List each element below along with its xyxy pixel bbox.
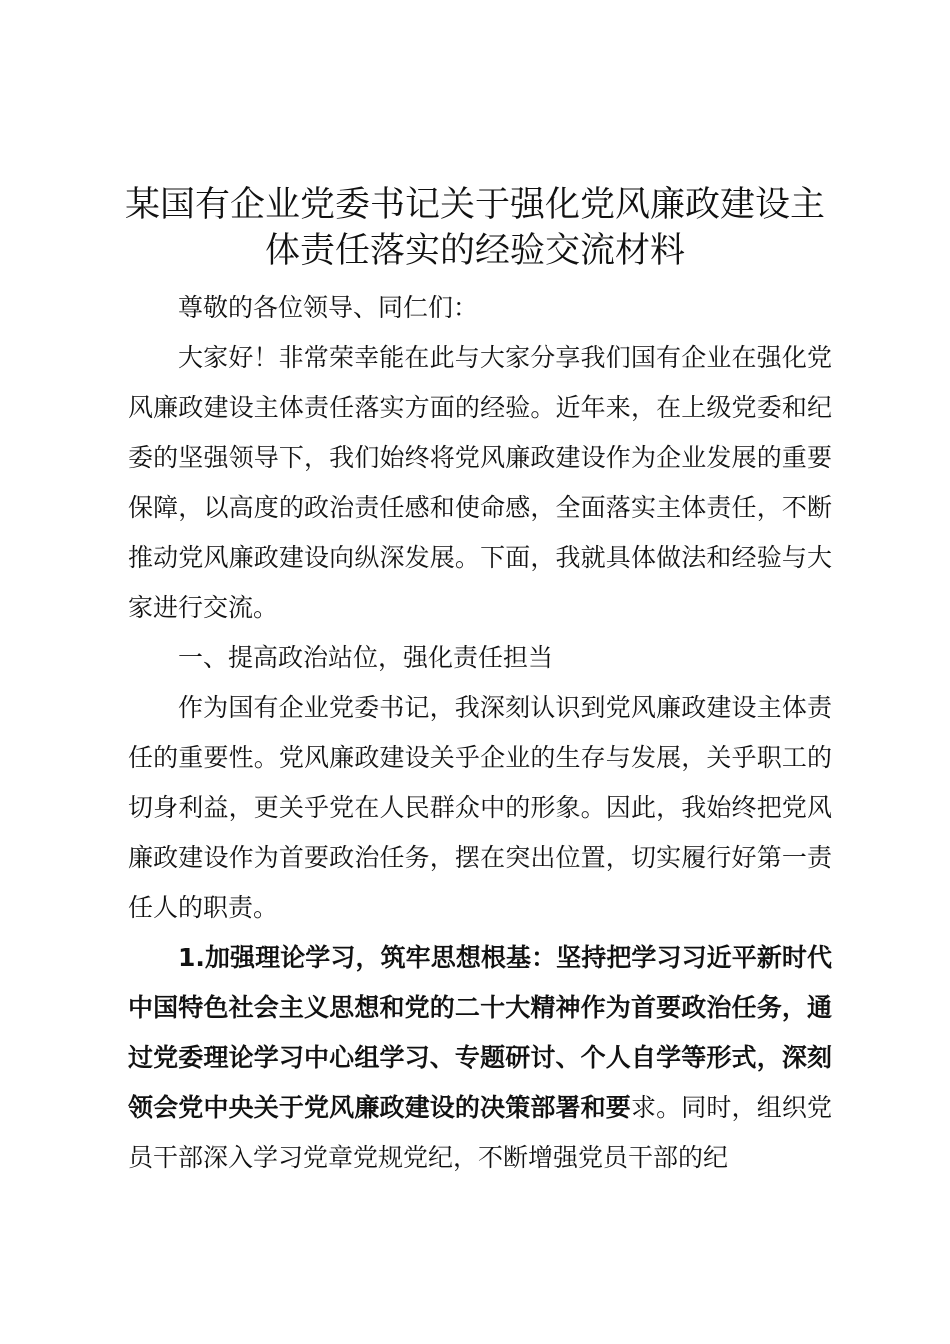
item-1-regular-text: 求。同时，组织党员干部深入学习党章党规党纪，不断增强党员干部的纪 <box>128 1093 832 1172</box>
title-line-2: 体责任落实的经验交流材料 <box>264 231 685 271</box>
section-1-heading: 一、提高政治站位，强化责任担当 <box>178 643 554 672</box>
item-1-paragraph <box>128 933 832 1183</box>
intro-paragraph: 大家好！非常荣幸能在此与大家分享我们国有企业在强化党风廉政建设主体责任落实方面的经验。近年来，在上级党委和纪委的坚强领导下，我们始终将党风廉政建设作为企业发展的重要保障，以高度的政治责任感和使命感，全面落实主体责任，不断推动党风廉政建设向纵深发展。下面，我就具体做法和经验与大家进行交流。 <box>128 343 832 622</box>
item-1-bold-text: 1.加强理论学习，筑牢思想根基：坚持把学习习近平新时代中国特色社会主义思想和党的二十大精神作为首要政治任务，通过党委理论学习中心组学习、专题研讨、个人自学等形式，深刻领会党中央关于党风廉政建设的决策部署和要 <box>128 943 832 1122</box>
title-line-1: 某国有企业党委书记关于强化党风廉政建设主 <box>124 185 825 225</box>
document-body <box>128 283 832 1183</box>
document-title <box>100 182 850 274</box>
salutation: 尊敬的各位领导、同仁们： <box>178 293 479 322</box>
section-1-paragraph: 作为国有企业党委书记，我深刻认识到党风廉政建设主体责任的重要性。党风廉政建设关乎企业的生存与发展，关乎职工的切身利益，更关乎党在人民群众中的形象。因此，我始终把党风廉政建设作为首要政治任务，摆在突出位置，切实履行好第一责任人的职责。 <box>128 693 832 922</box>
